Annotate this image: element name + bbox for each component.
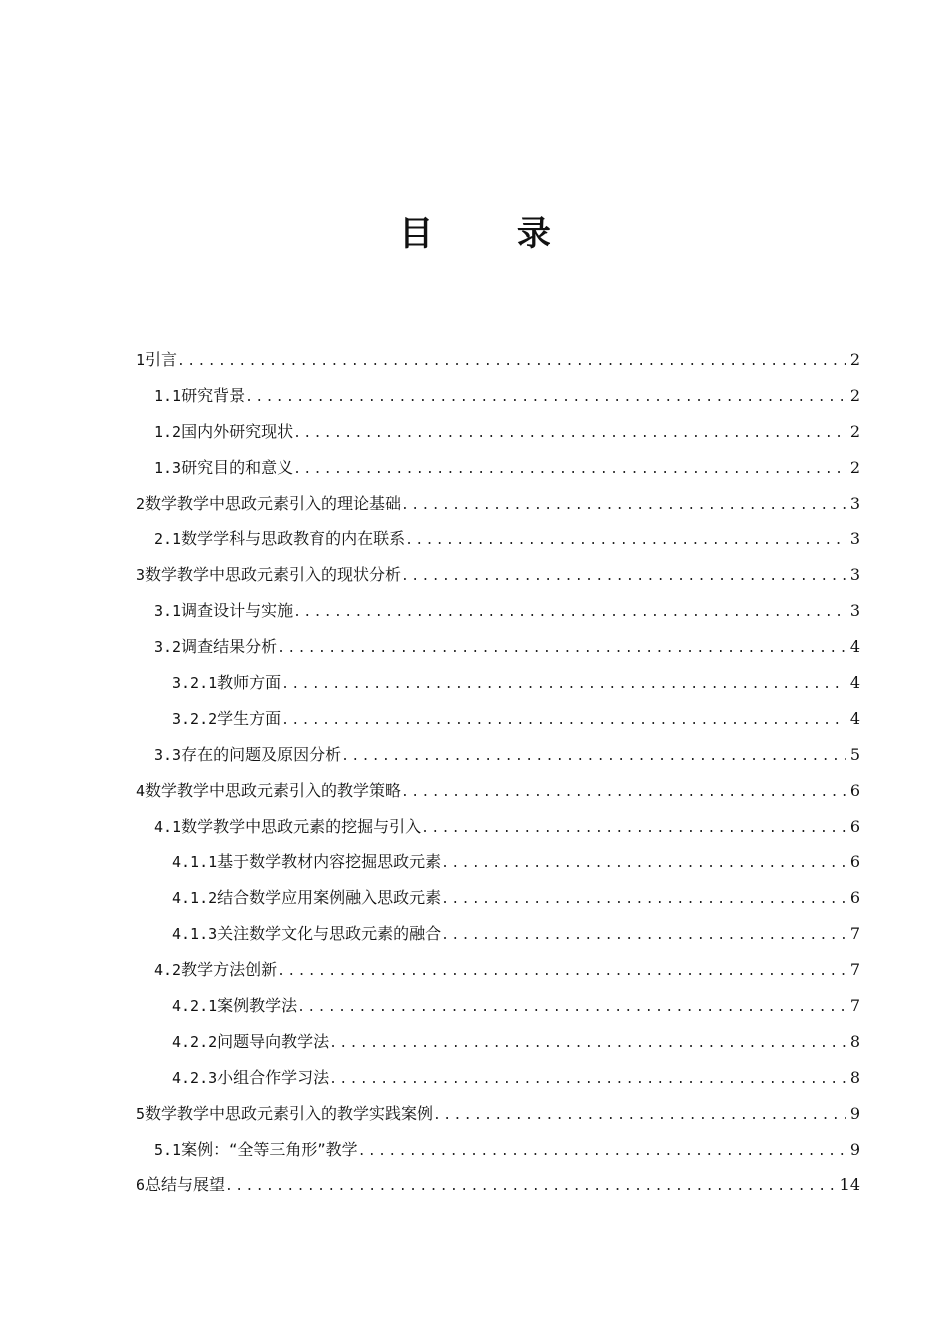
toc-entry-page-number: 7 — [849, 960, 860, 980]
toc-entry[interactable] — [136, 1096, 860, 1132]
toc-entry[interactable] — [136, 880, 860, 916]
toc-entry-page-number: 7 — [849, 924, 860, 944]
dot-leader — [341, 739, 846, 775]
toc-entry-title: 学生方面 — [217, 708, 282, 728]
toc-entry-page-number: 4 — [849, 637, 860, 657]
toc-entry-number: 2 — [136, 494, 146, 513]
toc-entry-title: 调查设计与实施 — [181, 601, 294, 621]
toc-entry-number: 4.1.1 — [172, 853, 218, 872]
dot-leader — [401, 775, 846, 811]
toc-entry-title: 教学方法创新 — [181, 960, 278, 980]
toc-entry[interactable] — [136, 1167, 860, 1203]
toc-entry-number: 3 — [136, 566, 146, 585]
toc-entry-number: 4.2.1 — [172, 997, 218, 1016]
toc-entry-title: 教师方面 — [217, 673, 282, 693]
toc-entry[interactable] — [136, 844, 860, 880]
toc-entry-page-number: 14 — [839, 1175, 860, 1195]
toc-entry-number: 3.1 — [154, 602, 182, 621]
dot-leader — [405, 523, 846, 559]
toc-entry[interactable] — [136, 1024, 860, 1060]
toc-entry-title: 案例教学法 — [217, 996, 298, 1016]
toc-entry-title: 总结与展望 — [145, 1175, 226, 1195]
toc-entry[interactable] — [136, 521, 860, 557]
toc-entry-number: 5.1 — [154, 1140, 182, 1159]
toc-entry-page-number: 3 — [849, 529, 860, 549]
toc-entry-title: 国内外研究现状 — [181, 421, 294, 441]
dot-leader — [441, 846, 846, 882]
toc-entry-number: 1.2 — [154, 422, 182, 441]
toc-entry-page-number: 4 — [849, 708, 860, 728]
toc-entry-title: 小组合作学习法 — [217, 1067, 330, 1087]
toc-entry-page-number: 6 — [849, 852, 860, 872]
toc-entry-number: 4.2.3 — [172, 1068, 218, 1087]
toc-entry-title: 案例：“全等三角形”教学 — [181, 1139, 358, 1159]
dot-leader — [297, 990, 846, 1026]
toc-entry-page-number: 3 — [849, 565, 860, 585]
toc-entry-number: 4.2.2 — [172, 1032, 218, 1051]
dot-leader — [401, 488, 846, 524]
toc-entry[interactable] — [136, 414, 860, 450]
dot-leader — [177, 344, 846, 380]
toc-entry[interactable] — [136, 809, 860, 845]
toc-entry-page-number: 2 — [849, 421, 860, 441]
toc-entry-page-number: 4 — [849, 673, 860, 693]
toc-entry[interactable] — [136, 450, 860, 486]
toc-entry-title: 基于数学教材内容挖掘思政元素 — [217, 852, 442, 872]
toc-entry-page-number: 3 — [849, 601, 860, 621]
toc-entry-number: 3.2 — [154, 638, 182, 657]
toc-entry-page-number: 9 — [849, 1103, 860, 1123]
toc-entry-title: 数学教学中思政元素的挖掘与引入 — [181, 816, 422, 836]
dot-leader — [329, 1062, 846, 1098]
toc-entry-page-number: 8 — [849, 1031, 860, 1051]
dot-leader — [329, 1026, 846, 1062]
toc-entry-number: 1 — [136, 351, 146, 369]
toc-entry-page-number: 7 — [849, 996, 860, 1016]
toc-entry[interactable] — [136, 665, 860, 701]
toc-entry[interactable] — [136, 629, 860, 665]
toc-entry-number: 1.1 — [154, 386, 182, 405]
dot-leader — [225, 1169, 836, 1205]
toc-entry-page-number: 2 — [849, 457, 860, 477]
toc-entry-number: 4 — [136, 781, 146, 800]
toc-entry[interactable] — [136, 1060, 860, 1096]
toc-entry[interactable] — [136, 952, 860, 988]
toc-entry-number: 4.1 — [154, 817, 182, 836]
table-of-contents — [136, 342, 860, 1203]
dot-leader — [281, 667, 846, 703]
dot-leader — [441, 882, 846, 918]
toc-entry-number: 1.3 — [154, 458, 182, 477]
toc-entry-page-number: 5 — [849, 744, 860, 764]
toc-entry[interactable] — [136, 988, 860, 1024]
toc-entry[interactable] — [136, 737, 860, 773]
toc-entry-title: 问题导向教学法 — [217, 1031, 330, 1051]
dot-leader — [281, 703, 846, 739]
toc-entry-number: 6 — [136, 1176, 146, 1195]
page-title: 目 录 — [399, 214, 587, 254]
toc-entry[interactable] — [136, 773, 860, 809]
dot-leader — [401, 559, 846, 595]
toc-entry-number: 4.1.2 — [172, 889, 218, 908]
dot-leader — [293, 452, 846, 488]
toc-entry-number: 3.3 — [154, 745, 182, 764]
dot-leader — [293, 595, 846, 631]
toc-entry-title: 数学学科与思政教育的内在联系 — [181, 529, 406, 549]
toc-entry[interactable] — [136, 342, 860, 378]
toc-entry-number: 4.1.3 — [172, 925, 218, 944]
toc-entry-page-number: 6 — [849, 780, 860, 800]
toc-entry-number: 2.1 — [154, 530, 182, 549]
toc-entry[interactable] — [136, 378, 860, 414]
dot-leader — [293, 416, 846, 452]
toc-entry-title: 调查结果分析 — [181, 637, 278, 657]
dot-leader — [245, 380, 846, 416]
toc-entry-page-number: 6 — [849, 888, 860, 908]
toc-entry-page-number: 6 — [849, 816, 860, 836]
dot-leader — [441, 918, 846, 954]
toc-entry-title: 数学教学中思政元素引入的教学实践案例 — [145, 1103, 434, 1123]
toc-entry-title: 数学教学中思政元素引入的现状分析 — [145, 565, 402, 585]
toc-entry-title: 数学教学中思政元素引入的教学策略 — [145, 780, 402, 800]
toc-entry-title: 关注数学文化与思政元素的融合 — [217, 924, 442, 944]
toc-entry[interactable] — [136, 916, 860, 952]
toc-entry-title: 结合数学应用案例融入思政元素 — [217, 888, 442, 908]
toc-entry[interactable] — [136, 701, 860, 737]
toc-entry-title: 数学教学中思政元素引入的理论基础 — [145, 493, 402, 513]
toc-entry-page-number: 3 — [849, 493, 860, 513]
toc-entry-title: 研究背景 — [181, 385, 246, 405]
dot-leader — [421, 811, 846, 847]
toc-entry[interactable] — [136, 593, 860, 629]
toc-entry-title: 存在的问题及原因分析 — [181, 744, 342, 764]
dot-leader — [358, 1134, 846, 1170]
toc-entry-page-number: 9 — [849, 1139, 860, 1159]
toc-entry-page-number: 2 — [849, 385, 860, 405]
toc-entry[interactable] — [136, 486, 860, 522]
toc-entry-number: 3.2.1 — [172, 674, 218, 693]
toc-entry-title: 引言 — [145, 350, 178, 369]
toc-entry-number: 4.2 — [154, 961, 182, 980]
toc-entry-page-number: 8 — [849, 1067, 860, 1087]
toc-entry[interactable] — [136, 557, 860, 593]
toc-entry[interactable] — [136, 1132, 860, 1168]
dot-leader — [277, 954, 846, 990]
toc-entry-title: 研究目的和意义 — [181, 457, 294, 477]
toc-entry-page-number: 2 — [849, 350, 860, 369]
toc-entry-number: 5 — [136, 1104, 146, 1123]
dot-leader — [433, 1098, 846, 1134]
dot-leader — [277, 631, 846, 667]
toc-entry-number: 3.2.2 — [172, 709, 218, 728]
